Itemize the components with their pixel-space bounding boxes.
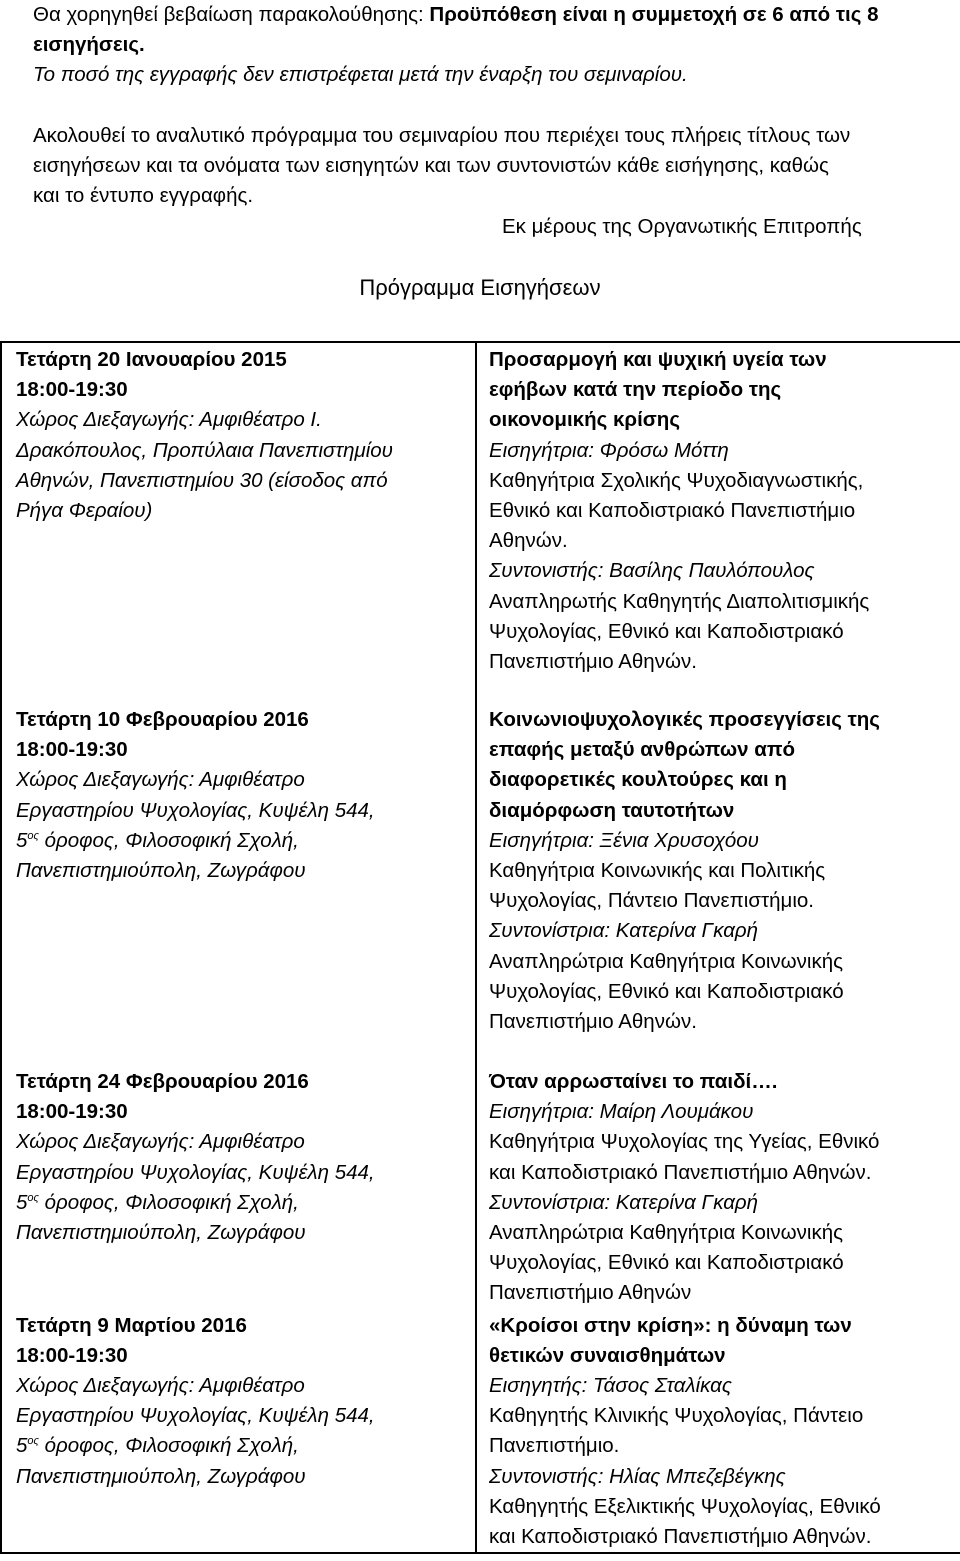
table-row (1, 1309, 960, 1554)
certificate-text: Θα χορηγηθεί βεβαίωση παρακολούθησης: (33, 3, 430, 26)
floor-text: όροφος, Φιλοσοφική Σχολή, (38, 1434, 299, 1458)
talk-title-line: εφήβων κατά την περίοδο της (489, 378, 782, 402)
floor-number: 5 (16, 828, 28, 852)
session-content-cell (476, 1065, 960, 1309)
venue-line: Αθηνών, Πανεπιστημίου 30 (είσοδος από (16, 468, 388, 492)
speaker-name: Εισηγήτρια: Φρόσω Μόττη (489, 438, 729, 462)
speaker-affiliation-line: Καθηγήτρια Σχολικής Ψυχοδιαγνωστικής, (489, 468, 864, 492)
venue-line: Εργαστηρίου Ψυχολογίας, Κυψέλη 544, (16, 1160, 375, 1184)
venue-line: Πανεπιστημιούπολη, Ζωγράφου (16, 859, 306, 883)
session-content-cell (476, 342, 960, 703)
talk-title-line: διαμόρφωση ταυτοτήτων (489, 798, 735, 822)
speaker-affiliation-line: και Καποδιστριακό Πανεπιστήμιο Αθηνών. (489, 1160, 872, 1184)
venue-floor-line (16, 1188, 471, 1218)
floor-text: όροφος, Φιλοσοφική Σχολή, (38, 1190, 299, 1214)
speaker-affiliation-line: Αθηνών. (489, 529, 568, 553)
coordinator-affiliation-line: Ψυχολογίας, Εθνικό και Καποδιστριακό (489, 619, 844, 643)
talk-title-line: Προσαρμογή και ψυχική υγεία των (489, 348, 827, 371)
program-intro-line: Ακολουθεί το αναλυτικό πρόγραμμα του σεμιναρίου που περιέχει τους πλήρεις τίτλους των (33, 123, 851, 147)
coordinator-affiliation-line: Πανεπιστήμιο Αθηνών. (489, 1010, 697, 1034)
program-intro-line: και το έντυπο εγγραφής. (33, 184, 254, 208)
session-time: 18:00-19:30 (16, 1343, 128, 1367)
program-intro-line: εισηγήσεων και τα ονόματα των εισηγητών και των συντονιστών κάθε εισήγησης, καθώς (33, 153, 829, 177)
program-intro-paragraph (33, 121, 958, 212)
certificate-condition-end: εισηγήσεις. (33, 33, 145, 57)
venue-line: Πανεπιστημιούπολη, Ζωγράφου (16, 1464, 306, 1488)
floor-ordinal: ος (27, 829, 39, 842)
program-table (0, 341, 960, 1554)
venue-line: Χώρος Διεξαγωγής: Αμφιθέατρο (16, 1374, 305, 1398)
table-row (1, 703, 960, 1065)
speaker-name: Εισηγητής: Τάσος Σταλίκας (489, 1374, 732, 1398)
venue-line: Πανεπιστημιούπολη, Ζωγράφου (16, 1221, 306, 1245)
table-row (1, 342, 960, 703)
talk-title-line: θετικών συναισθημάτων (489, 1343, 726, 1367)
coordinator-name: Συντονίστρια: Κατερίνα Γκαρή (489, 1190, 759, 1214)
coordinator-affiliation-line: και Καποδιστριακό Πανεπιστήμιο Αθηνών. (489, 1525, 872, 1549)
session-date: Τετάρτη 20 Ιανουαρίου 2015 (16, 348, 287, 371)
session-content-cell (476, 703, 960, 1065)
certificate-note (33, 0, 958, 60)
session-content-cell (476, 1309, 960, 1554)
speaker-affiliation-line: Εθνικό και Καποδιστριακό Πανεπιστήμιο (489, 499, 856, 523)
coordinator-affiliation-line: Ψυχολογίας, Εθνικό και Καποδιστριακό (489, 979, 844, 1003)
floor-text: όροφος, Φιλοσοφική Σχολή, (38, 828, 299, 852)
floor-number: 5 (16, 1190, 28, 1214)
talk-title-line: διαφορετικές κουλτούρες και η (489, 768, 787, 792)
floor-ordinal: ος (27, 1191, 39, 1204)
session-time: 18:00-19:30 (16, 738, 128, 762)
coordinator-affiliation-line: Αναπληρώτρια Καθηγήτρια Κοινωνικής (489, 949, 843, 973)
talk-title-line: επαφής μεταξύ ανθρώπων από (489, 738, 796, 762)
session-info-cell (1, 703, 476, 1065)
floor-ordinal: ος (27, 1435, 39, 1448)
speaker-affiliation-line: Ψυχολογίας, Πάντειο Πανεπιστήμιο. (489, 889, 814, 913)
coordinator-name: Συντονίστρια: Κατερίνα Γκαρή (489, 919, 759, 943)
venue-floor-line (16, 826, 471, 856)
coordinator-affiliation-line: Πανεπιστήμιο Αθηνών (489, 1281, 692, 1305)
coordinator-affiliation-line: Καθηγητής Εξελικτικής Ψυχολογίας, Εθνικό (489, 1494, 881, 1518)
session-time: 18:00-19:30 (16, 1100, 128, 1124)
coordinator-affiliation-line: Ψυχολογίας, Εθνικό και Καποδιστριακό (489, 1251, 844, 1275)
venue-line: Χώρος Διεξαγωγής: Αμφιθέατρο (16, 1130, 305, 1154)
coordinator-name: Συντονιστής: Βασίλης Παυλόπουλος (489, 559, 815, 583)
speaker-affiliation-line: Καθηγήτρια Ψυχολογίας της Υγείας, Εθνικό (489, 1130, 880, 1154)
session-date: Τετάρτη 9 Μαρτίου 2016 (16, 1313, 247, 1337)
speaker-name: Εισηγήτρια: Μαίρη Λουμάκου (489, 1100, 754, 1124)
floor-number: 5 (16, 1434, 28, 1458)
venue-line: Δρακόπουλος, Προπύλαια Πανεπιστημίου (16, 438, 393, 462)
session-date: Τετάρτη 24 Φεβρουαρίου 2016 (16, 1070, 309, 1093)
session-info-cell (1, 1309, 476, 1554)
talk-title-line: «Κροίσοι στην κρίση»: η δύναμη των (489, 1313, 852, 1337)
speaker-affiliation-line: Καθηγήτρια Κοινωνικής και Πολιτικής (489, 859, 826, 883)
venue-line: Χώρος Διεξαγωγής: Αμφιθέατρο (16, 768, 305, 792)
committee-signature: Εκ μέρους της Οργανωτικής Επιτροπής (502, 215, 862, 238)
session-time: 18:00-19:30 (16, 378, 128, 402)
speaker-affiliation-line: Πανεπιστήμιο. (489, 1434, 620, 1458)
coordinator-affiliation-line: Πανεπιστήμιο Αθηνών. (489, 650, 697, 674)
refund-note: Το ποσό της εγγραφής δεν επιστρέφεται μετά την έναρξη του σεμιναρίου. (33, 63, 688, 87)
table-row (1, 1065, 960, 1309)
speaker-affiliation-line: Καθηγητής Κλινικής Ψυχολογίας, Πάντειο (489, 1404, 864, 1428)
intro-section (33, 0, 958, 211)
page-title: Πρόγραμμα Εισηγήσεων (359, 275, 601, 300)
coordinator-affiliation-line: Αναπληρώτρια Καθηγήτρια Κοινωνικής (489, 1221, 843, 1245)
venue-line: Εργαστηρίου Ψυχολογίας, Κυψέλη 544, (16, 798, 375, 822)
session-date: Τετάρτη 10 Φεβρουαρίου 2016 (16, 708, 309, 731)
certificate-condition: Προϋπόθεση είναι η συμμετοχή σε 6 από τις 8 (429, 3, 879, 26)
coordinator-affiliation-line: Αναπληρωτής Καθηγητής Διαπολιτισμικής (489, 589, 870, 613)
coordinator-name: Συντονιστής: Ηλίας Μπεζεβέγκης (489, 1464, 786, 1488)
venue-floor-line (16, 1431, 471, 1461)
talk-title-line: Όταν αρρωσταίνει το παιδί…. (489, 1070, 778, 1093)
venue-line: Εργαστηρίου Ψυχολογίας, Κυψέλη 544, (16, 1404, 375, 1428)
session-info-cell (1, 342, 476, 703)
venue-line: Χώρος Διεξαγωγής: Αμφιθέατρο Ι. (16, 408, 322, 432)
talk-title-line: οικονομικής κρίσης (489, 408, 680, 432)
venue-line: Ρήγα Φεραίου) (16, 499, 153, 523)
talk-title-line: Κοινωνιοψυχολογικές προσεγγίσεις της (489, 708, 880, 731)
speaker-name: Εισηγήτρια: Ξένια Χρυσοχόου (489, 828, 759, 852)
session-info-cell (1, 1065, 476, 1309)
